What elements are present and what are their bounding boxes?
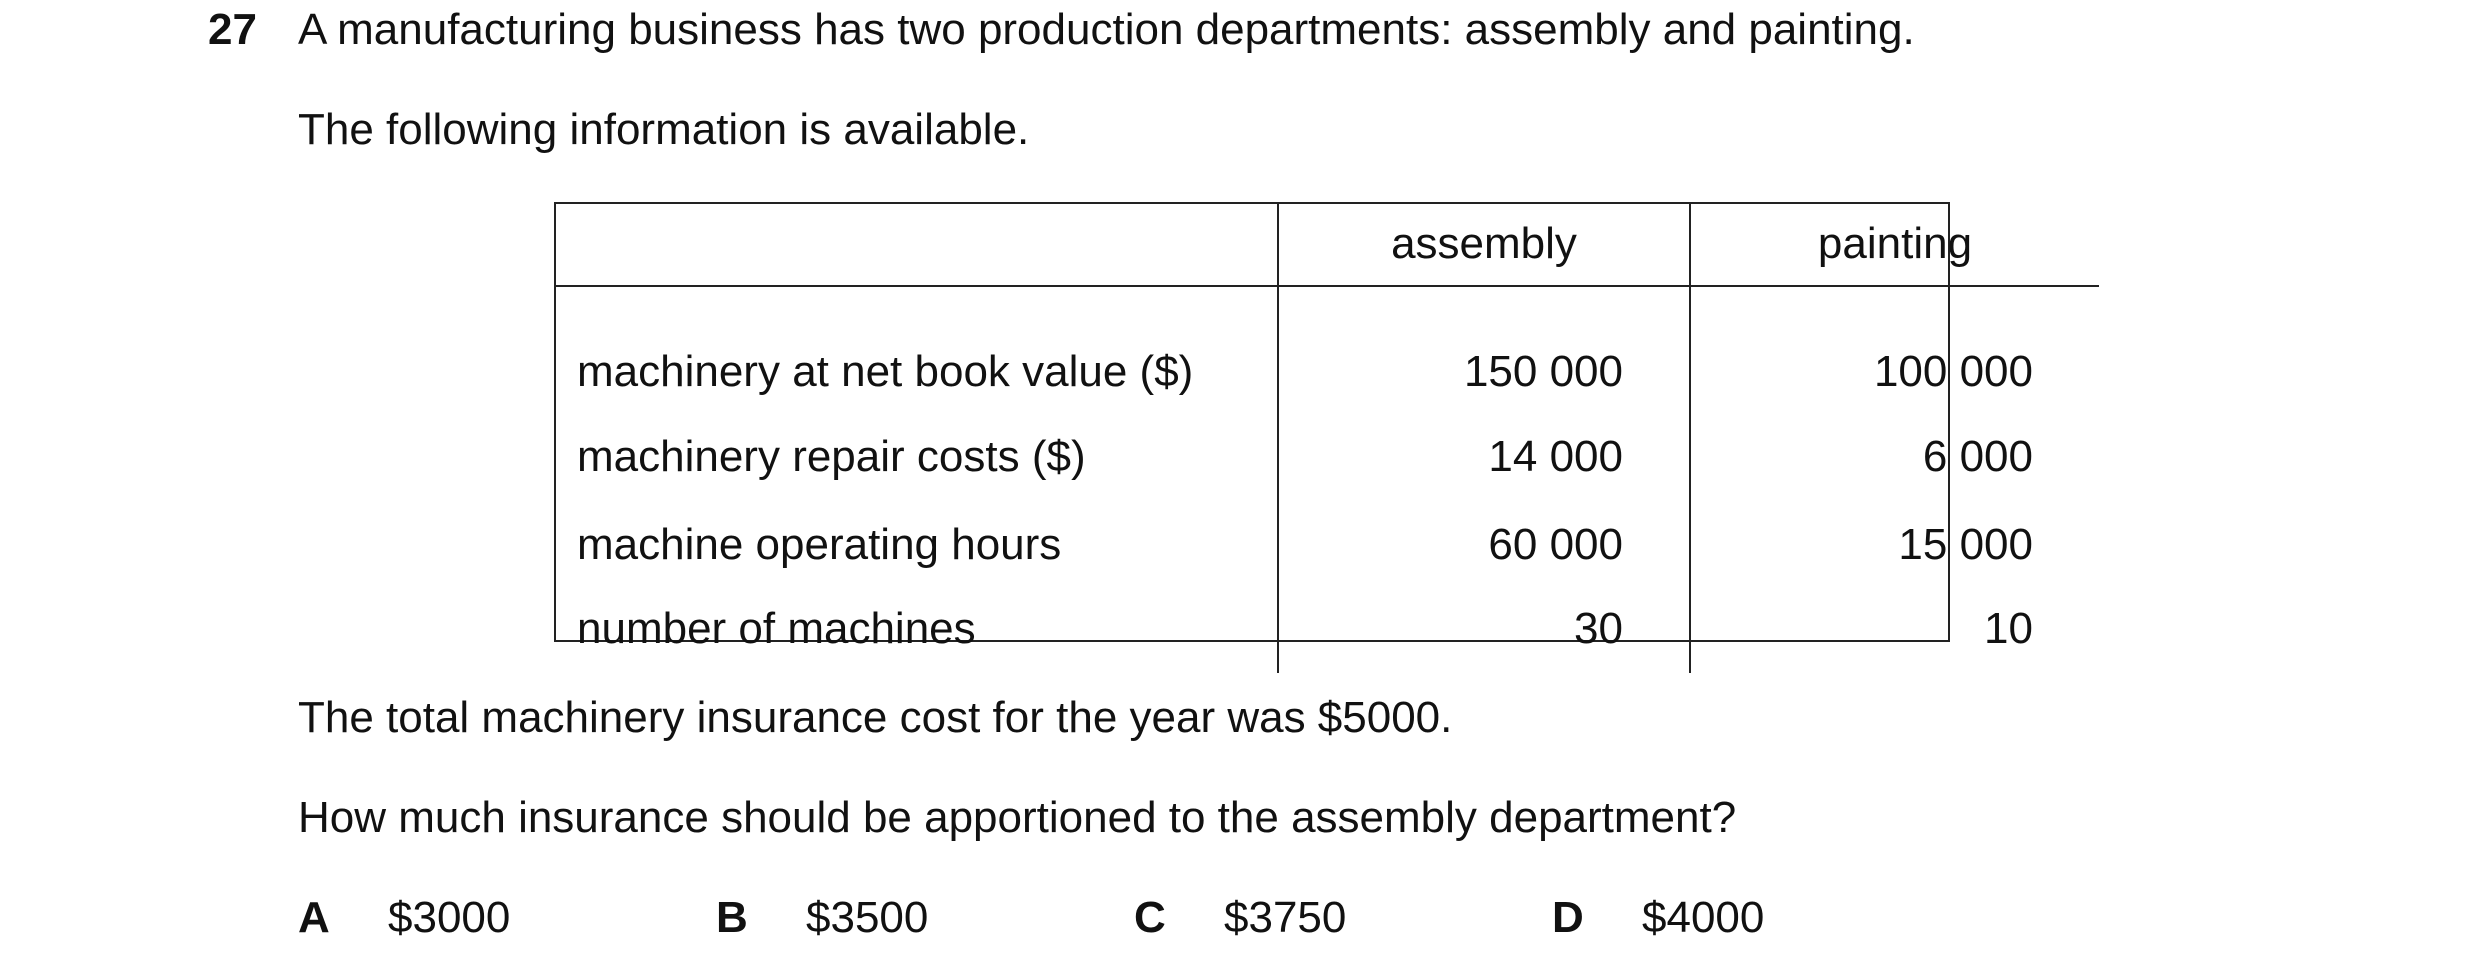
- row-label: machinery at net book value ($): [555, 286, 1278, 413]
- assembly-value: 30: [1278, 589, 1690, 673]
- painting-value: 6 000: [1922, 432, 2033, 481]
- option-b[interactable]: [716, 892, 928, 944]
- header-painting: painting: [1690, 203, 2099, 286]
- option-d[interactable]: [1552, 892, 1764, 944]
- painting-value: 15 000: [1898, 520, 2033, 569]
- option-letter: D: [1552, 893, 1584, 942]
- table-row: [555, 413, 2099, 501]
- row-label: number of machines: [555, 589, 1278, 673]
- row-label: machine operating hours: [555, 501, 1278, 589]
- option-c[interactable]: [1134, 892, 1346, 944]
- option-text: $3000: [388, 893, 511, 942]
- header-assembly: assembly: [1278, 203, 1690, 286]
- option-text: $3750: [1224, 893, 1347, 942]
- question-number: 27: [208, 5, 257, 54]
- table-row: [555, 501, 2099, 589]
- painting-value: 10: [1984, 604, 2033, 653]
- option-a[interactable]: [298, 892, 510, 944]
- option-letter: A: [298, 893, 330, 942]
- insurance-statement: The total machinery insurance cost for the year was $5000.: [298, 693, 1453, 742]
- assembly-value: 150 000: [1278, 286, 1690, 413]
- assembly-value: 14 000: [1278, 413, 1690, 501]
- option-text: $3500: [806, 893, 929, 942]
- information-table: [555, 203, 2099, 673]
- painting-value: 100 000: [1873, 347, 2033, 396]
- table-header-row: [555, 203, 2099, 286]
- option-text: $4000: [1642, 893, 1765, 942]
- table-row: [555, 286, 2099, 413]
- row-label: machinery repair costs ($): [555, 413, 1278, 501]
- assembly-value: 60 000: [1278, 501, 1690, 589]
- table-row: [555, 589, 2099, 673]
- question-prompt: How much insurance should be apportioned to the assembly department?: [298, 793, 1737, 842]
- option-letter: B: [716, 893, 748, 942]
- header-empty-cell: [555, 203, 1278, 286]
- question-stem: A manufacturing business has two production departments: assembly and painting.: [298, 5, 1915, 54]
- option-letter: C: [1134, 893, 1166, 942]
- question-intro: The following information is available.: [298, 105, 1030, 154]
